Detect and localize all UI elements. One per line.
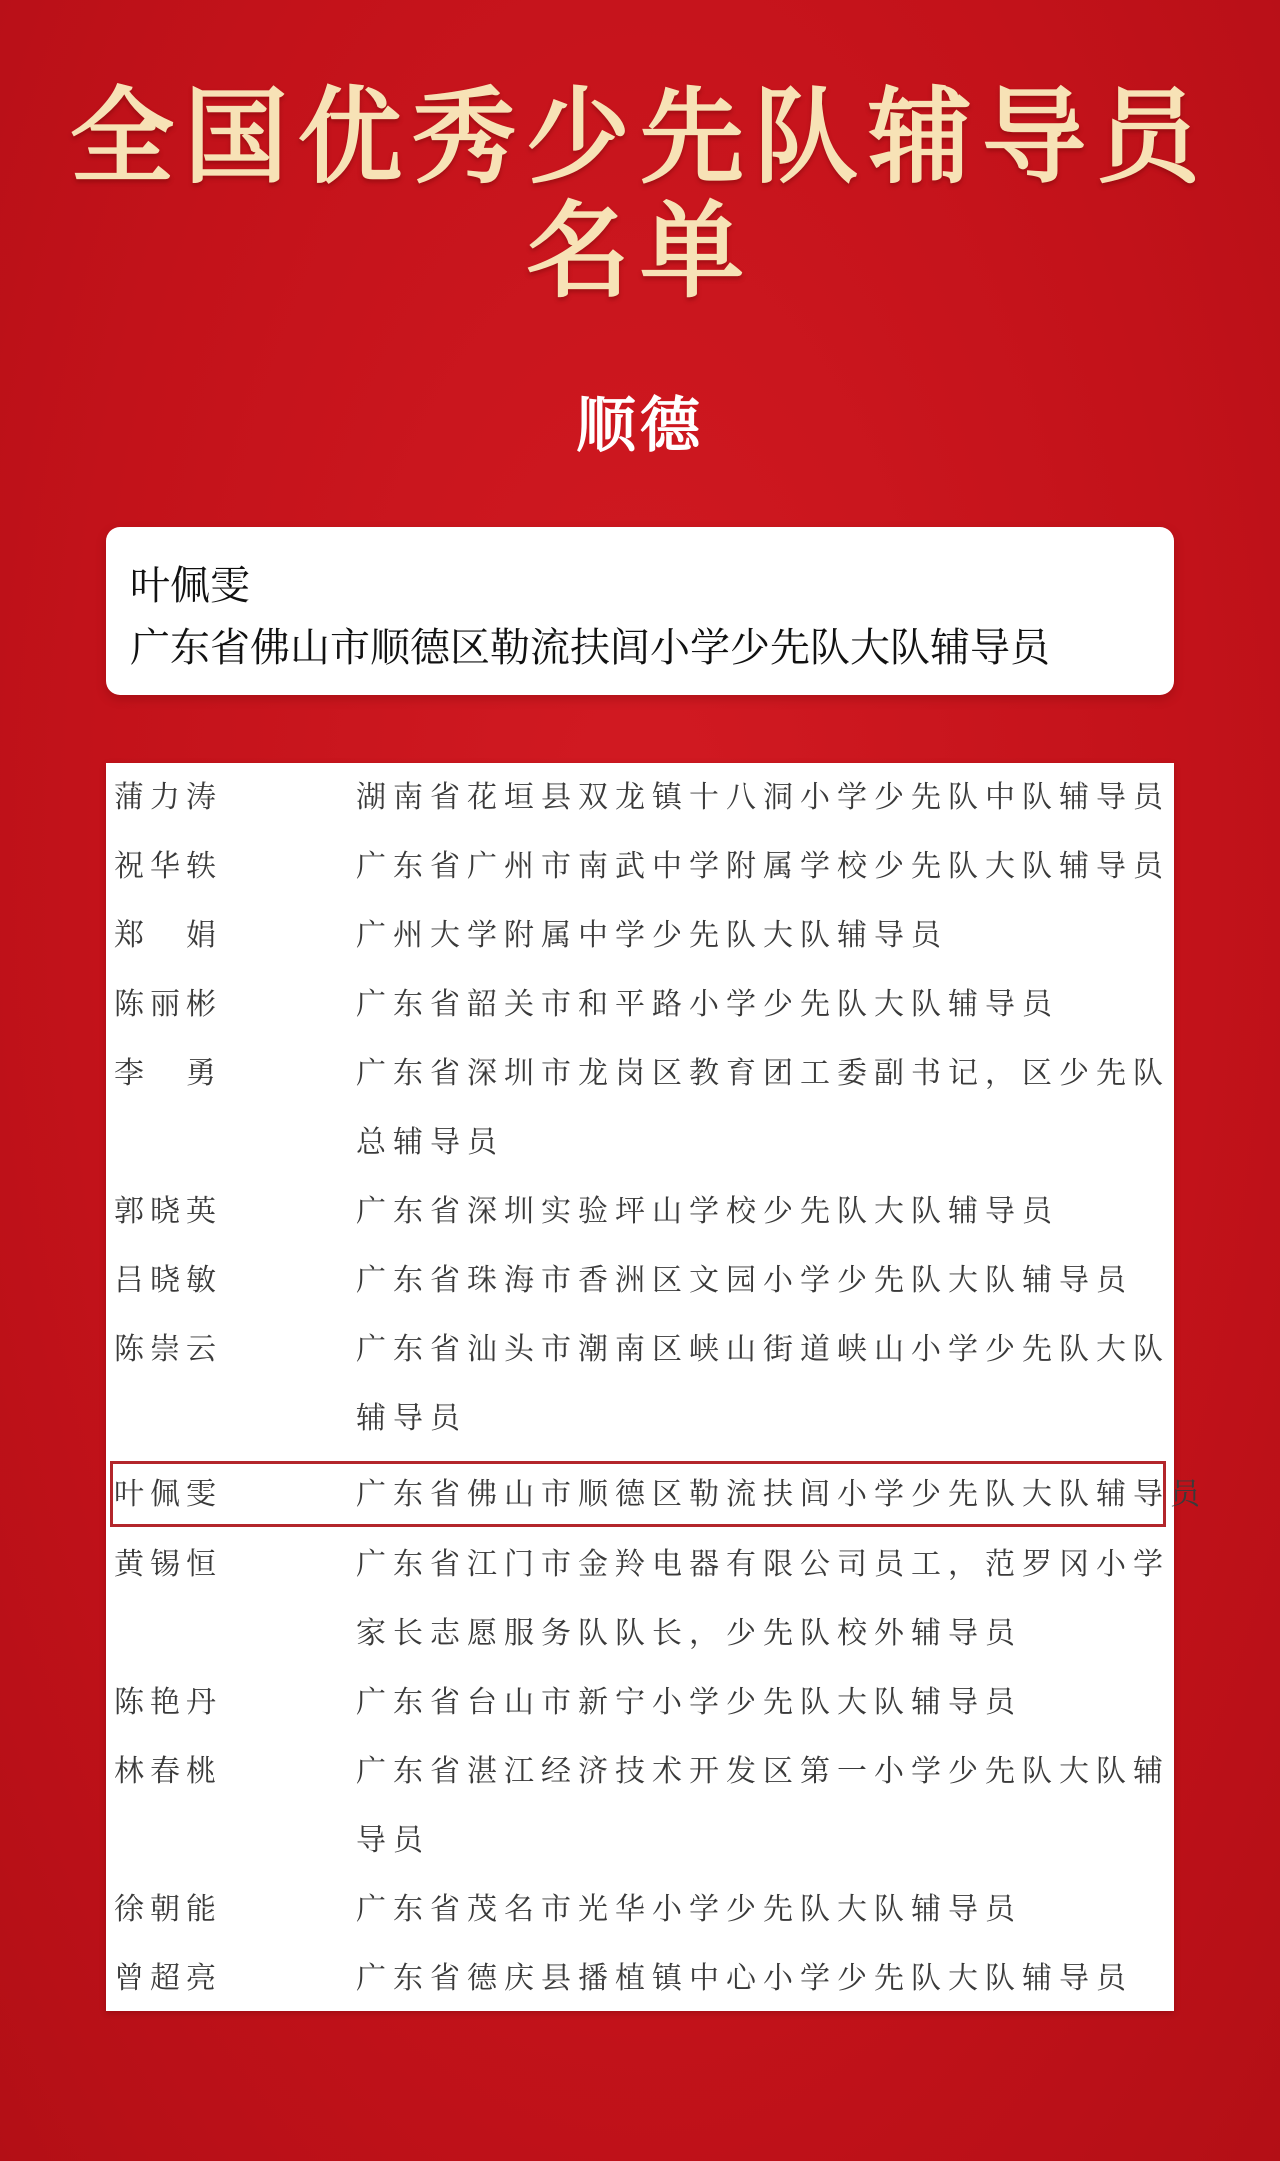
person-name: 陈丽彬 bbox=[114, 987, 222, 1022]
person-name: 林春桃 bbox=[114, 1754, 222, 1789]
person-unit: 广东省深圳实验坪山学校少先队大队辅导员 bbox=[356, 1194, 1059, 1229]
list-line bbox=[106, 1246, 1174, 1315]
person-name: 郑 娟 bbox=[114, 918, 222, 953]
person-name: 蒲力涛 bbox=[114, 780, 222, 815]
person-unit: 广东省茂名市光华小学少先队大队辅导员 bbox=[356, 1892, 1022, 1927]
list-line bbox=[106, 1668, 1174, 1737]
name-list-document bbox=[106, 763, 1207, 2011]
list-line bbox=[106, 1384, 1174, 1453]
person-unit: 广东省台山市新宁小学少先队大队辅导员 bbox=[356, 1685, 1022, 1720]
list-line bbox=[106, 1944, 1174, 2013]
person-unit: 广东省德庆县播植镇中心小学少先队大队辅导员 bbox=[356, 1961, 1133, 1996]
list-line bbox=[106, 901, 1174, 970]
list-line bbox=[106, 1737, 1174, 1806]
list-line bbox=[106, 832, 1174, 901]
district-subtitle: 顺德 bbox=[576, 391, 704, 461]
highlight-name: 叶佩雯 bbox=[130, 563, 250, 609]
person-name: 黄锡恒 bbox=[114, 1547, 222, 1582]
person-name: 叶佩雯 bbox=[114, 1477, 222, 1512]
person-unit: 广东省佛山市顺德区勒流扶闾小学少先队大队辅导员 bbox=[356, 1477, 1207, 1512]
person-name: 曾超亮 bbox=[114, 1961, 222, 1996]
person-unit: 广东省韶关市和平路小学少先队大队辅导员 bbox=[356, 987, 1059, 1022]
list-line bbox=[106, 1806, 1174, 1875]
list-line bbox=[106, 1530, 1174, 1599]
highlight-card bbox=[106, 527, 1174, 695]
person-name: 李 勇 bbox=[114, 1056, 222, 1091]
person-name: 吕晓敏 bbox=[114, 1263, 222, 1298]
title-line-2: 名单 bbox=[525, 190, 754, 312]
person-unit: 广东省江门市金羚电器有限公司员工，范罗冈小学 bbox=[356, 1547, 1170, 1582]
person-unit: 辅导员 bbox=[356, 1401, 467, 1436]
list-line bbox=[106, 1108, 1174, 1177]
list-line bbox=[106, 1599, 1174, 1668]
person-unit: 湖南省花垣县双龙镇十八洞小学少先队中队辅导员 bbox=[356, 780, 1170, 815]
person-name: 徐朝能 bbox=[114, 1892, 222, 1927]
page-title bbox=[0, 76, 1280, 312]
person-name: 陈艳丹 bbox=[114, 1685, 222, 1720]
person-name: 郭晓英 bbox=[114, 1194, 222, 1229]
title-line-1: 全国优秀少先队辅导员 bbox=[69, 76, 1210, 198]
person-unit: 导员 bbox=[356, 1823, 430, 1858]
person-unit: 广东省珠海市香洲区文园小学少先队大队辅导员 bbox=[356, 1263, 1133, 1298]
person-name: 陈崇云 bbox=[114, 1332, 222, 1367]
list-line bbox=[106, 1177, 1174, 1246]
highlight-unit: 广东省佛山市顺德区勒流扶闾小学少先队大队辅导员 bbox=[130, 625, 1050, 671]
person-unit: 广东省广州市南武中学附属学校少先队大队辅导员 bbox=[356, 849, 1170, 884]
list-line bbox=[106, 1039, 1174, 1108]
person-unit: 广东省湛江经济技术开发区第一小学少先队大队辅 bbox=[356, 1754, 1170, 1789]
list-line bbox=[106, 763, 1174, 832]
person-unit: 广州大学附属中学少先队大队辅导员 bbox=[356, 918, 948, 953]
person-unit: 广东省深圳市龙岗区教育团工委副书记，区少先队 bbox=[356, 1056, 1170, 1091]
list-line bbox=[106, 1875, 1174, 1944]
list-line-highlighted bbox=[106, 1460, 1207, 1529]
person-unit: 广东省汕头市潮南区峡山街道峡山小学少先队大队 bbox=[356, 1332, 1170, 1367]
list-line bbox=[106, 970, 1174, 1039]
person-unit: 总辅导员 bbox=[356, 1125, 504, 1160]
list-line bbox=[106, 1315, 1174, 1384]
person-unit: 家长志愿服务队队长，少先队校外辅导员 bbox=[356, 1616, 1022, 1651]
person-name: 祝华轶 bbox=[114, 849, 222, 884]
